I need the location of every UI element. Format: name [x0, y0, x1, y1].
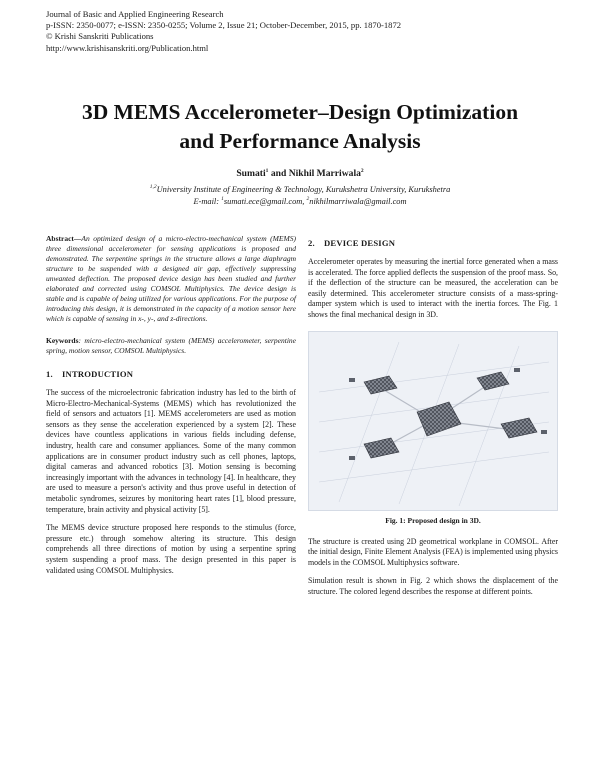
design-paragraph-3: Simulation result is shown in Fig. 2 which shows the displacement of the structure. The colored legend describes the response at different points.: [308, 576, 558, 596]
journal-issn: p-ISSN: 2350-0077; e-ISSN: 2350-0255; Volume 2, Issue 21; October-December, 2015, pp. 1870-1872: [46, 20, 402, 31]
journal-url[interactable]: http://www.krishisanskriti.org/Publication.html: [46, 42, 209, 53]
keywords-label: Keywords: [46, 336, 79, 345]
abstract-label: Abstract—: [46, 234, 82, 243]
paper-title: [30, 98, 570, 156]
journal-name: Journal of Basic and Applied Engineering Research: [46, 9, 224, 19]
mems-3d-render: [309, 332, 558, 511]
email-1-sup: 1: [221, 196, 224, 203]
keywords-text: : micro-electro-mechanical system (MEMS) accelerometer, serpentine spring, motion sensor, COMSOL Multiphysics.: [46, 336, 296, 355]
section-2-number: 2.: [308, 238, 315, 248]
affiliation-sup: 1,2: [149, 184, 157, 191]
email-label: E-mail:: [193, 197, 222, 206]
abstract-text: An optimized design of a micro-electro-mechanical system (MEMS) three dimensional accelerometer for sensing applications is proposed and demonstrated. The serpentine springs in the structure allows a large diaphragm structure to be suspended with a designed air gap, effectively suppressing unwanted deflection. The proposed device design has been studied and further elaborated and corrected using COMSOL Multiphysics. The device design is stable and is capable of being utilized for various applications. For the purpose of introducing this design, it is demonstrated in the capacity of a motion sensor here which is capable of sensing in x-, y-, and z-directions.: [46, 234, 296, 323]
keywords: [46, 336, 296, 356]
affiliation-block: [0, 184, 600, 208]
emails: [0, 196, 600, 208]
section-1-number: 1.: [46, 369, 53, 379]
affiliation: [0, 184, 600, 196]
section-2-title: DEVICE DESIGN: [324, 238, 396, 248]
email-2-sup: 2: [306, 196, 310, 203]
author-2: Nikhil Marriwala: [288, 168, 361, 179]
section-1-title: INTRODUCTION: [62, 369, 134, 379]
email-2[interactable]: nikhilmarriwala@gmail.com: [309, 197, 407, 206]
spring-pad-top-left: [364, 376, 397, 394]
author-1: Sumati: [236, 168, 266, 179]
section-1-heading: [46, 369, 296, 379]
author-1-sup: 1: [265, 167, 269, 174]
affiliation-text: University Institute of Engineering & Technology, Kurukshetra University, Kurukshetra: [156, 185, 451, 194]
authors: [0, 168, 600, 179]
journal-header: [46, 9, 566, 54]
design-paragraph-1: Accelerometer operates by measuring the inertial force generated when a mass is accelerated. The force applied deflects the suspension of the proof mass. So, if the deflection of the structure can be measured, the acceleration can be easily determined. This accelerometer structure consists of a mass-spring-damper system which is used to interact with the inertia forces. The Fig. 1 shows the final mechanical design in 3D.: [308, 257, 558, 319]
abstract: [46, 234, 296, 324]
spring-pad-right: [501, 418, 537, 438]
spring-pad-top-right: [477, 372, 509, 390]
email-1[interactable]: sumati.ece@gmail.com,: [223, 197, 307, 206]
spring-pad-bottom-left: [364, 438, 399, 458]
title-line-2: and Performance Analysis: [179, 129, 421, 153]
left-column: [46, 234, 296, 576]
section-2-heading: [308, 238, 558, 248]
intro-paragraph-1: The success of the microelectronic fabrication industry has led to the birth of Micro-Electro-Mechanical-Systems (MEMS) which has revolutionized the field of sensors and actuators [1]. MEMS accelerometers are used as motion sensors as they sense the acceleration experienced by a system [2]. These devices have countless applications in various fields including defense, industry, health care and consumer appliances. Some of the many common applications are in consumer product industry such as cell phones, laptops, digital cameras and advanced robotics [3]. Motion sensing is becoming increasingly important with the advances in technology [4]. In healthcare, they are used to measure a person's activity and thus prove useful in detection of metabolic syndromes, seizures by monitoring heart rates [1], blood pressure, temperature, brain activity and physical activity [5].: [46, 388, 296, 514]
title-line-1: 3D MEMS Accelerometer–Design Optimization: [81, 100, 519, 124]
intro-paragraph-2: The MEMS device structure proposed here responds to the stimulus (force, pressure etc.) through somehow altering its structure. This design comprehends all three directions of motion by using a serpentine spring system suspending a proof mass. The design presented in this paper is validated using COMSOL Multiphysics.: [46, 523, 296, 575]
journal-publisher: © Krishi Sanskriti Publications: [46, 31, 154, 42]
design-paragraph-2: The structure is created using 2D geometrical workplane in COMSOL. After the initial design, Finite Element Analysis (FEA) is implemented using physics models in the COMSOL Multiphysics software.: [308, 536, 558, 567]
right-column: [308, 234, 558, 598]
figure-1-image: [308, 331, 558, 511]
author-2-sup: 2: [360, 167, 364, 174]
author-and: and: [268, 168, 289, 179]
figure-1-caption: Fig. 1: Proposed design in 3D.: [385, 515, 481, 525]
